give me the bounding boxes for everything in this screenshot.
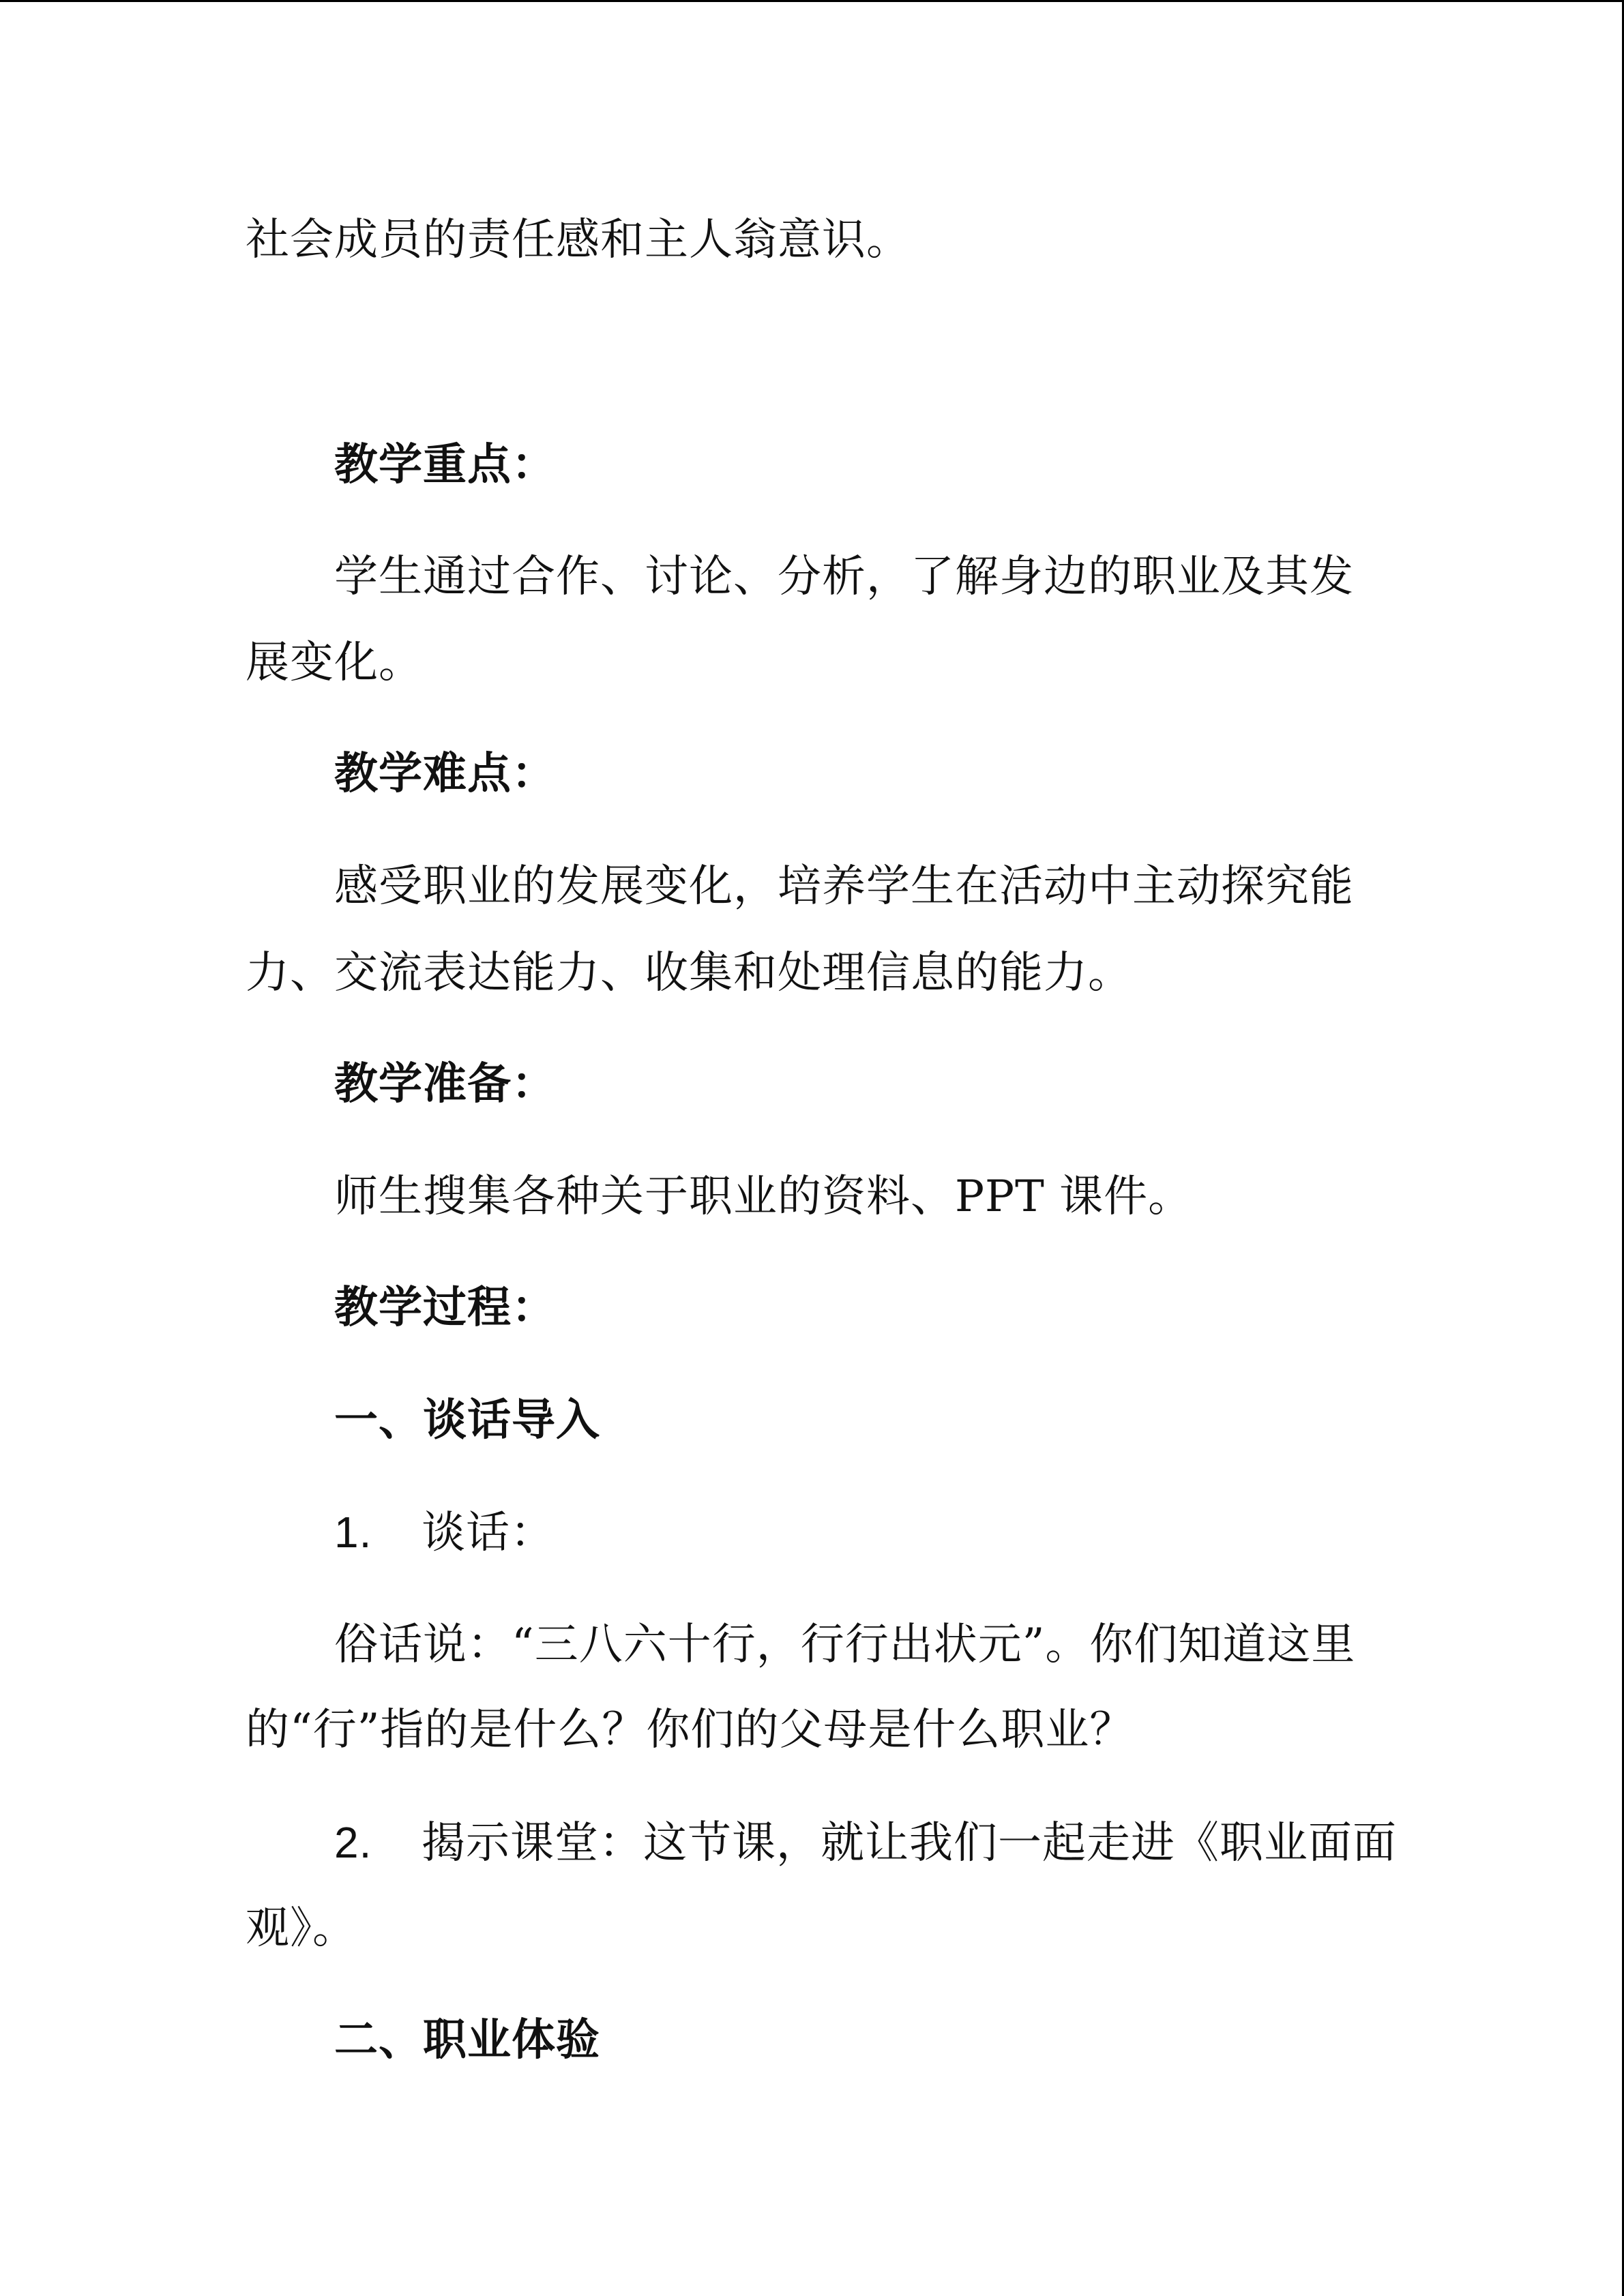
paragraph-line: 师生搜集各种关于职业的资料、PPT 课件。	[334, 1172, 1193, 1222]
numbered-item	[334, 1505, 555, 1560]
paragraph-line: 展变化。	[246, 638, 423, 688]
paragraph-line: 感受职业的发展变化，培养学生在活动中主动探究能	[334, 861, 1354, 912]
paragraph-line: 社会成员的责任感和主人翁意识。	[246, 215, 911, 265]
section-heading-intro: 一、谈话导入	[334, 1395, 600, 1446]
item-number: 1.	[334, 1508, 372, 1557]
paragraph-line: 学生通过合作、讨论、分析，了解身边的职业及其发	[334, 552, 1354, 602]
section-heading-career-experience: 二、职业体验	[334, 2015, 600, 2066]
item-text: 揭示课堂：这节课，就让我们一起走进《职业面面	[422, 1818, 1397, 1868]
heading-teaching-preparation: 教学准备：	[334, 1059, 556, 1109]
paragraph-line: 俗话说：“三八六十行，行行出状元”。你们知道这里	[334, 1620, 1356, 1670]
item-number: 2.	[334, 1818, 372, 1867]
heading-teaching-focus: 教学重点：	[334, 440, 556, 490]
numbered-item	[334, 1815, 1397, 1870]
paragraph-line: 力、交流表达能力、收集和处理信息的能力。	[246, 948, 1132, 998]
heading-teaching-difficulty: 教学难点：	[334, 749, 556, 799]
paragraph-line: 的“行”指的是什么？你们的父母是什么职业？	[246, 1705, 1134, 1755]
paragraph-line: 观》。	[246, 1903, 357, 1954]
heading-teaching-process: 教学过程：	[334, 1283, 556, 1333]
item-text: 谈话：	[422, 1508, 555, 1558]
page-top-border	[0, 0, 1624, 2]
